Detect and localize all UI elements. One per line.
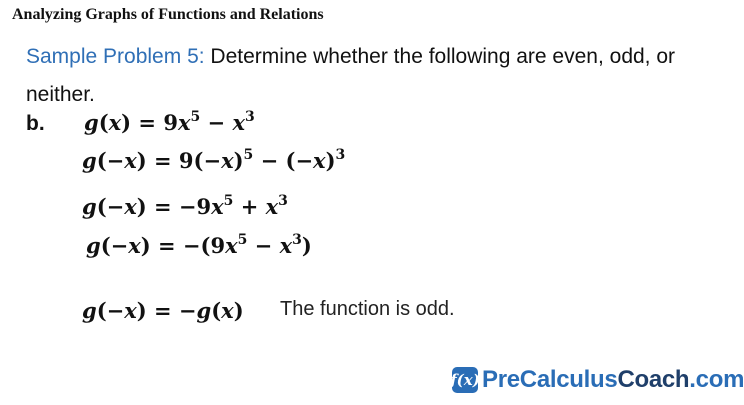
exponent: 3 — [292, 232, 302, 248]
function-argument: (−x) — [96, 194, 147, 219]
function-argument: (x) — [98, 110, 132, 135]
variable: x — [265, 194, 279, 219]
problem-prompt — [26, 38, 716, 114]
variable: x — [221, 298, 234, 323]
equation-3 — [82, 194, 288, 219]
logo-text — [482, 366, 744, 394]
part-label: b. — [26, 112, 45, 135]
exponent: 3 — [244, 109, 255, 125]
problem-label: Sample Problem 5: — [26, 45, 205, 68]
logo-part-1: PreCalculus — [482, 366, 618, 393]
variable: x — [225, 233, 238, 258]
equation-5 — [82, 298, 244, 323]
problem-text: Determine whether the following are even, odd, or neither. — [26, 45, 676, 106]
variable: x — [221, 148, 234, 173]
expression-part: = − — [154, 298, 197, 323]
expression-part: ) — [325, 148, 336, 173]
conclusion-text: The function is odd. — [280, 298, 455, 320]
variable: x — [177, 110, 191, 135]
equation-4 — [86, 233, 312, 258]
expression-part: ) — [301, 233, 312, 258]
exponent: 3 — [278, 193, 288, 209]
function-argument: (−x) — [96, 148, 147, 173]
function-name: g — [82, 148, 97, 173]
logo-part-2: Coach — [617, 366, 690, 393]
exponent: 5 — [223, 193, 234, 209]
expression-part: ) — [233, 298, 244, 323]
variable: x — [279, 233, 293, 258]
logo-part-3: .com — [689, 366, 744, 393]
function-icon: f(x) — [452, 367, 478, 393]
expression-part: ) — [233, 148, 244, 173]
expression-part: ( — [211, 298, 222, 323]
function-name: g — [82, 298, 97, 323]
expression-part: + — [233, 194, 266, 219]
function-argument: (−x) — [96, 298, 147, 323]
expression-part: = 9 — [138, 110, 178, 135]
exponent: 5 — [243, 147, 254, 163]
variable: x — [232, 110, 245, 135]
exponent: 3 — [335, 147, 346, 163]
expression-part: − (− — [253, 148, 314, 173]
function-name: g — [82, 194, 97, 219]
function-argument: (−x) — [100, 233, 151, 258]
expression-part: − — [200, 110, 233, 135]
variable: x — [313, 148, 326, 173]
site-logo[interactable] — [452, 366, 744, 394]
exponent: 5 — [237, 232, 248, 248]
equation-1 — [84, 110, 255, 135]
function-name: g — [86, 233, 101, 258]
expression-part: − — [247, 233, 280, 258]
equation-2 — [82, 148, 345, 173]
header-title: Analyzing Graphs of Functions and Relations — [12, 6, 324, 23]
expression-part: = −9 — [154, 194, 212, 219]
exponent: 5 — [190, 109, 201, 125]
expression-part: = −(9 — [158, 233, 226, 258]
function-name: g — [84, 110, 99, 135]
expression-part: = 9(− — [154, 148, 222, 173]
variable: x — [211, 194, 224, 219]
variable: g — [196, 298, 212, 323]
